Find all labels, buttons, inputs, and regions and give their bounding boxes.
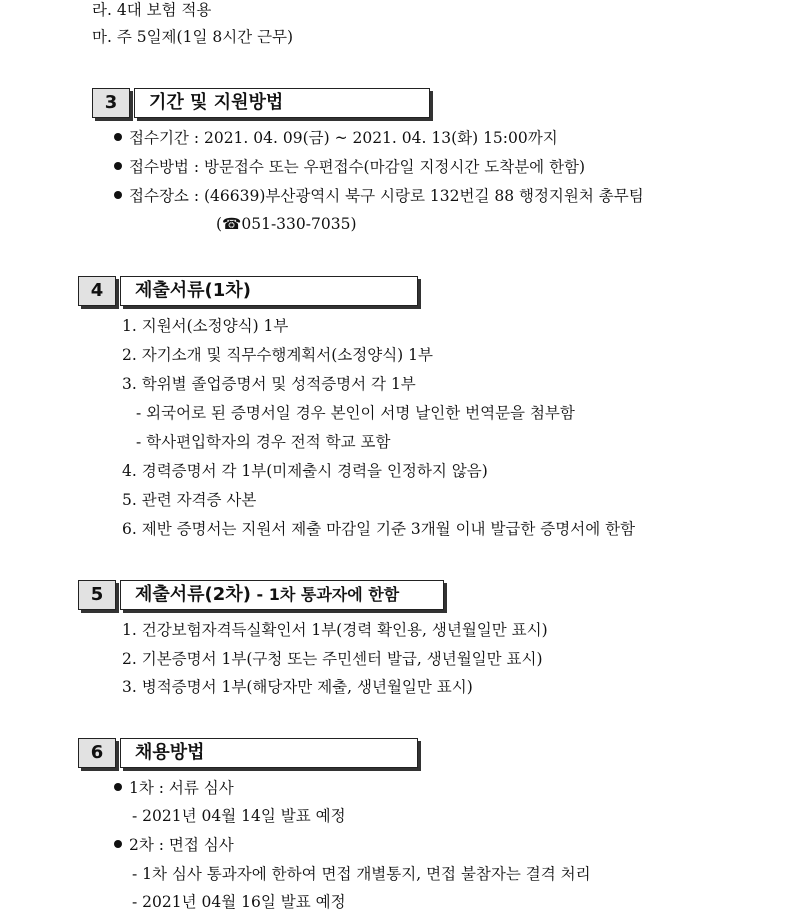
list-item <box>114 186 644 206</box>
section-number: 4 <box>78 276 116 306</box>
list-item-text: 1차 : 서류 심사 <box>129 779 234 797</box>
list-item-text: 접수방법 : 방문접수 또는 우편접수(마감일 지정시간 도착분에 한함) <box>129 158 586 176</box>
list-item: 2. 자기소개 및 직무수행계획서(소정양식) 1부 <box>122 346 433 364</box>
list-item-text: (☎051-330-7035) <box>216 215 357 233</box>
list-item: 6. 제반 증명서는 지원서 제출 마감일 기준 3개월 이내 발급한 증명서에 한함 <box>122 520 636 538</box>
list-item: - 외국어로 된 증명서일 경우 본인이 서명 날인한 번역문을 첨부함 <box>136 404 575 422</box>
section-title: 제출서류(1차) <box>120 276 418 306</box>
list-item-text: 2차 : 면접 심사 <box>129 836 234 854</box>
list-item <box>114 835 234 855</box>
section-title: 기간 및 지원방법 <box>134 88 430 118</box>
item-4-insurance: 라. 4대 보험 적용 <box>92 1 212 19</box>
list-item-text: 접수기간 : 2021. 04. 09(금) ~ 2021. 04. 13(화) 15:00까지 <box>129 129 558 147</box>
list-item: - 학사편입학자의 경우 전적 학교 포함 <box>136 433 391 451</box>
list-item-text: 접수장소 : (46639)부산광역시 북구 시랑로 132번길 88 행정지원처 총무팀 <box>129 187 644 205</box>
list-item: - 2021년 04월 14일 발표 예정 <box>132 807 346 825</box>
list-item: - 2021년 04월 16일 발표 예정 <box>132 893 346 911</box>
bullet-icon <box>114 191 122 199</box>
list-item: 4. 경력증명서 각 1부(미제출시 경력을 인정하지 않음) <box>122 462 488 480</box>
list-item: - 1차 심사 통과자에 한하여 면접 개별통지, 면접 불참자는 결격 처리 <box>132 865 591 883</box>
bullet-icon <box>114 133 122 141</box>
item-5-day-week: 마. 주 5일제(1일 8시간 근무) <box>92 28 294 46</box>
section-number: 5 <box>78 580 116 610</box>
list-item: 3. 병적증명서 1부(해당자만 제출, 생년월일만 표시) <box>122 678 473 696</box>
list-item: 2. 기본증명서 1부(구청 또는 주민센터 발급, 생년월일만 표시) <box>122 650 543 668</box>
list-item: 5. 관련 자격증 사본 <box>122 491 257 509</box>
list-item <box>114 157 585 177</box>
list-item: 3. 학위별 졸업증명서 및 성적증명서 각 1부 <box>122 375 416 393</box>
section-title: 채용방법 <box>120 738 418 768</box>
list-item <box>114 778 234 798</box>
section-title-sub: - 1차 통과자에 한함 <box>250 585 400 604</box>
bullet-icon <box>114 783 122 791</box>
list-item: 1. 지원서(소정양식) 1부 <box>122 317 289 335</box>
bullet-icon <box>114 162 122 170</box>
list-item: 1. 건강보험자격득실확인서 1부(경력 확인용, 생년월일만 표시) <box>122 621 548 639</box>
list-item <box>114 128 558 148</box>
section-number: 3 <box>92 88 130 118</box>
section-title-main: 제출서류(2차) <box>135 584 251 605</box>
section-number: 6 <box>78 738 116 768</box>
section-title <box>120 580 444 610</box>
bullet-icon <box>114 840 122 848</box>
